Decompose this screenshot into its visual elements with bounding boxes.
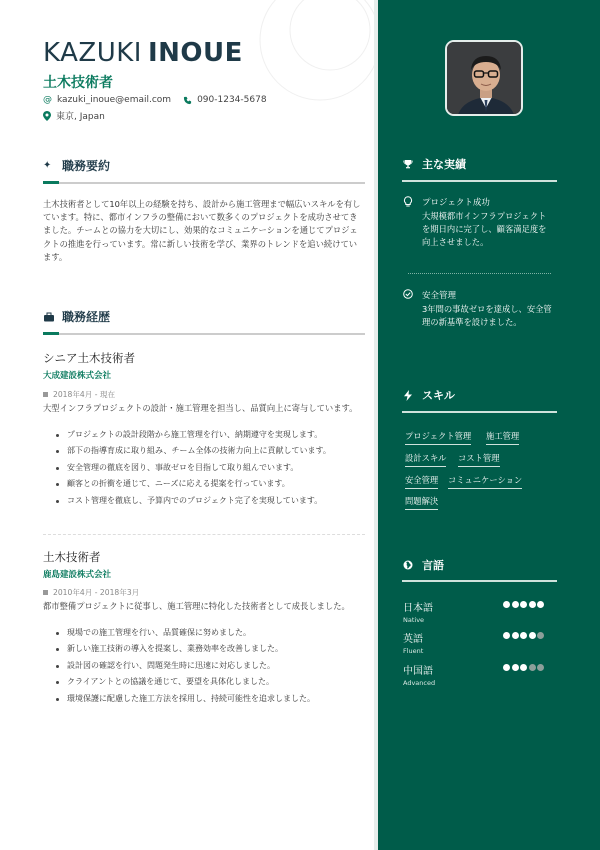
- phone-icon: [183, 96, 192, 105]
- job-2-period-text: 2010年4月 - 2018年3月: [53, 588, 140, 597]
- skills-rule: [402, 411, 557, 413]
- rating-dot-filled: [512, 632, 519, 639]
- skill-tag: プロジェクト管理: [405, 430, 471, 445]
- language-level: Fluent: [403, 647, 424, 655]
- job-1-bullets: [54, 427, 366, 509]
- contact-row: [43, 95, 267, 105]
- job-1-period: [43, 389, 115, 400]
- phone-text[interactable]: 090-1234-5678: [197, 95, 267, 105]
- job-1-title: シニア土木技術者: [43, 351, 135, 365]
- rating-dot-filled: [520, 632, 527, 639]
- check-circle-icon: [402, 289, 414, 299]
- list-item: コスト管理を徹底し、予算内でのプロジェクト完了を実現しています。: [54, 493, 366, 509]
- language-name: 中国語: [403, 666, 433, 677]
- skill-tag: 施工管理: [486, 430, 519, 445]
- rating-dot-empty: [537, 632, 544, 639]
- lightbulb-icon: [402, 196, 414, 207]
- language-item: [403, 630, 553, 655]
- lightning-icon: [402, 390, 414, 401]
- language-rating: [503, 632, 546, 639]
- languages-heading-text: 言語: [422, 559, 444, 572]
- location-row: [43, 109, 105, 122]
- experience-heading: [43, 308, 110, 325]
- rating-dot-filled: [520, 601, 527, 608]
- skill-tag: 安全管理: [405, 474, 438, 489]
- job-title-header: 土木技術者: [43, 75, 113, 91]
- rating-dot-filled: [520, 664, 527, 671]
- portrait-image: [447, 42, 523, 116]
- globe-icon: [402, 560, 414, 570]
- briefcase-icon: [43, 312, 55, 322]
- at-icon: @: [43, 95, 52, 105]
- calendar-icon: [43, 590, 48, 595]
- achievement-2-body: 3年間の事故ゼロを達成し、安全管理の新基準を設けました。: [422, 304, 552, 327]
- job-2-period: [43, 587, 139, 598]
- rating-dot-filled: [503, 601, 510, 608]
- summary-text: 土木技術者として10年以上の経験を持ち、設計から施工管理まで幅広いスキルを有しています。特に、都市インフラの整備において数多くのプロジェクトを成功させてきました。チームとの協力を大切にし、効果的なコミュニケーションを通じてプロジェクトの推進を行っています。常に新しい技術を学び、業界のトレンドを追い続けています。: [43, 199, 361, 262]
- rating-dot-filled: [503, 632, 510, 639]
- list-item: 顧客との折衝を通じて、ニーズに応える提案を行っています。: [54, 476, 366, 492]
- summary-heading: [43, 157, 110, 174]
- phone-contact: [183, 95, 266, 105]
- map-pin-icon: [43, 111, 51, 121]
- achievements-heading: [402, 156, 466, 172]
- job-divider: [43, 534, 365, 535]
- list-item: 安全管理の徹底を図り、事故ゼロを目指して取り組んでいます。: [54, 460, 366, 476]
- achievements-heading-text: 主な実績: [422, 158, 466, 171]
- rating-dot-empty: [537, 664, 544, 671]
- achievements-rule: [402, 180, 557, 182]
- email-text[interactable]: kazuki_inoue@email.com: [57, 95, 172, 105]
- experience-heading-text: 職務経歴: [62, 310, 111, 324]
- trophy-icon: [402, 159, 414, 169]
- list-item: 設計図の確認を行い、問題発生時に迅速に対応しました。: [54, 658, 366, 674]
- language-item: [403, 599, 553, 624]
- achievement-item-1: [402, 196, 557, 248]
- sparkle-icon: ✦: [43, 160, 52, 171]
- language-name: 英語: [403, 634, 423, 645]
- avatar: [445, 40, 523, 116]
- candidate-name: [43, 38, 243, 68]
- job-2-bullets: [54, 625, 366, 707]
- skills-heading-text: スキル: [422, 389, 455, 402]
- calendar-icon: [43, 392, 48, 397]
- skill-tag: コスト管理: [458, 452, 500, 467]
- rating-dot-empty: [529, 664, 536, 671]
- job-1-company: 大成建設株式会社: [43, 371, 112, 381]
- language-level: Native: [403, 616, 425, 624]
- sidebar: [378, 0, 600, 850]
- achievement-1-body: 大規模都市インフラプロジェクトを期日内に完了し、顧客満足度を向上させました。: [422, 211, 547, 247]
- first-name: KAZUKI: [43, 38, 142, 68]
- job-2-company: 鹿島建設株式会社: [43, 570, 112, 580]
- achievement-1-title: プロジェクト成功: [422, 198, 490, 208]
- rating-dot-filled: [537, 601, 544, 608]
- location-text: 東京, Japan: [56, 112, 105, 122]
- job-1-description: 大型インフラプロジェクトの設計・施工管理を担当し、品質向上に寄与しています。: [43, 403, 358, 413]
- language-item: [403, 662, 553, 687]
- rating-dot-filled: [529, 632, 536, 639]
- language-level: Advanced: [403, 679, 436, 687]
- language-name: 日本語: [403, 603, 433, 614]
- summary-rule: [43, 182, 365, 184]
- job-2-title: 土木技術者: [43, 550, 101, 564]
- rating-dot-filled: [512, 664, 519, 671]
- rating-dot-filled: [529, 601, 536, 608]
- last-name: INOUE: [147, 38, 243, 68]
- skills-heading: [402, 387, 455, 403]
- achievement-divider: [408, 273, 551, 274]
- language-rating: [503, 664, 546, 671]
- languages-rule: [402, 580, 557, 582]
- job-1-period-text: 2018年4月 - 現在: [53, 390, 116, 399]
- skill-tag: 設計スキル: [405, 452, 446, 467]
- languages-heading: [402, 557, 444, 573]
- skill-tag: コミュニケーション: [448, 474, 522, 489]
- list-item: 部下の指導育成に取り組み、チーム全体の技術力向上に貢献しています。: [54, 443, 366, 459]
- list-item: クライアントとの協議を通じて、要望を具体化しました。: [54, 674, 366, 690]
- achievement-item-2: [402, 289, 557, 329]
- list-item: 新しい施工技術の導入を提案し、業務効率を改善しました。: [54, 641, 366, 657]
- skill-tag: 問題解決: [405, 495, 438, 510]
- experience-rule: [43, 333, 365, 335]
- job-2-description: 都市整備プロジェクトに従事し、施工管理に特化した技術者として成長しました。: [43, 601, 350, 611]
- rating-dot-filled: [512, 601, 519, 608]
- list-item: 現場での施工管理を行い、品質確保に努めました。: [54, 625, 366, 641]
- summary-heading-text: 職務要約: [62, 159, 111, 173]
- achievement-2-title: 安全管理: [422, 291, 457, 301]
- language-rating: [503, 601, 546, 608]
- list-item: プロジェクトの設計段階から施工管理を行い、納期遵守を実現します。: [54, 427, 366, 443]
- rating-dot-filled: [503, 664, 510, 671]
- list-item: 環境保護に配慮した施工方法を採用し、持続可能性を追求しました。: [54, 691, 366, 707]
